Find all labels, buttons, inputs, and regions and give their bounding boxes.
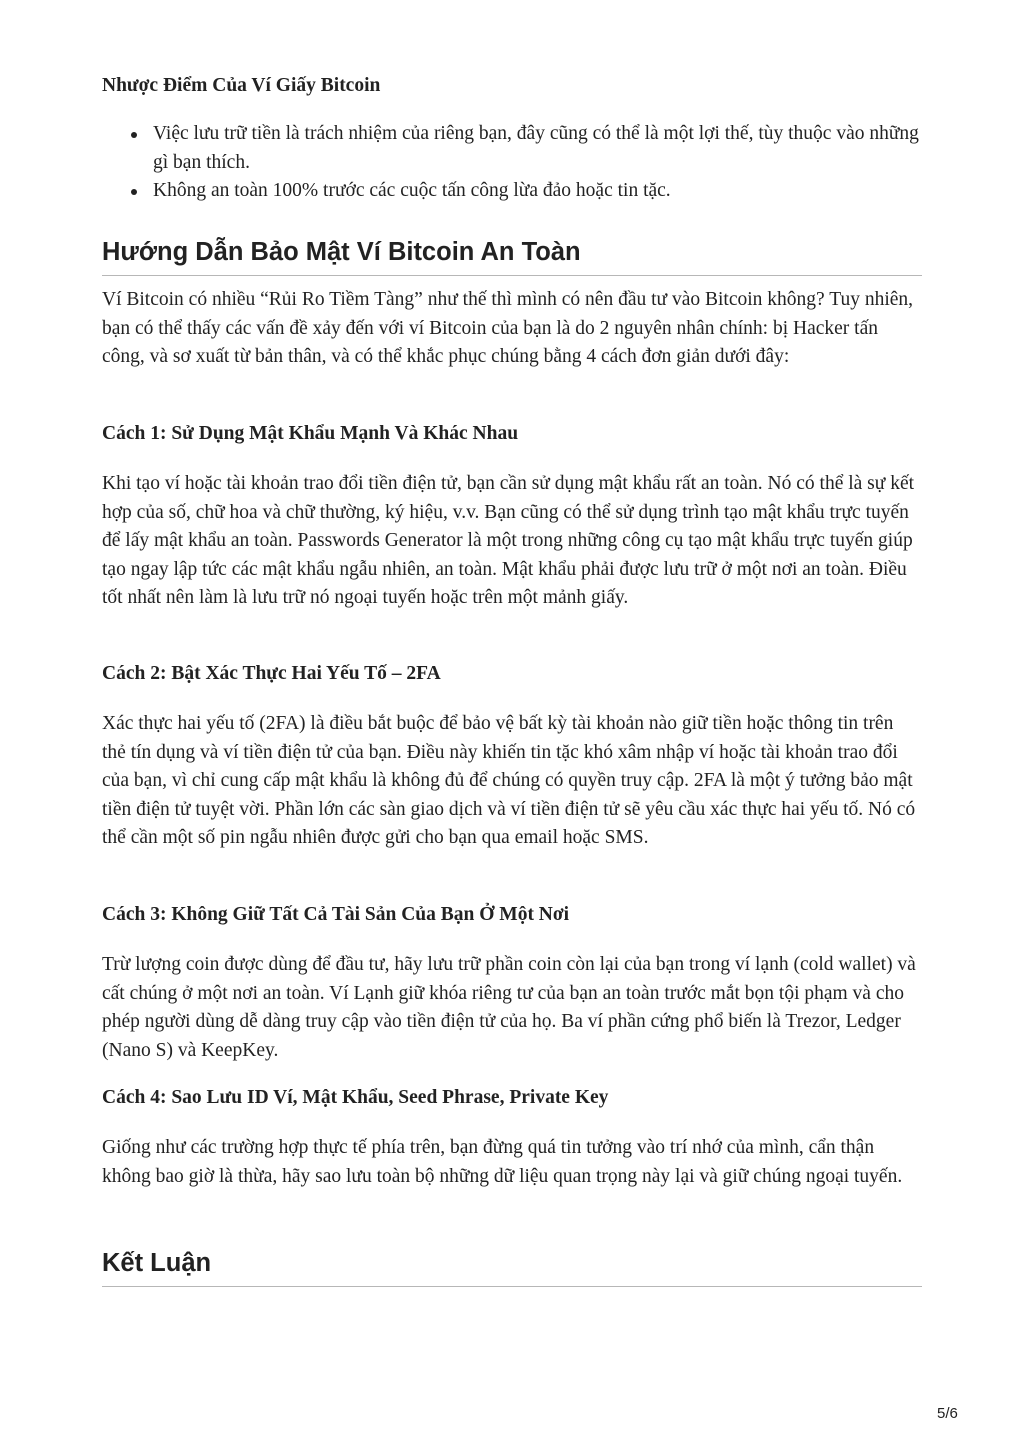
method2-heading: Cách 2: Bật Xác Thực Hai Yếu Tố – 2FA (102, 663, 441, 684)
method3-heading: Cách 3: Không Giữ Tất Cả Tài Sản Của Bạn Ở Một Nơi (102, 904, 570, 925)
page-number: 5/6 (937, 1405, 958, 1422)
guide-intro-paragraph: Ví Bitcoin có nhiều “Rủi Ro Tiềm Tàng” như thế thì mình có nên đầu tư vào Bitcoin không? Tuy nhiên, bạn có thể thấy các vấn đề xảy đến với ví Bitcoin của bạn là do 2 nguyên nhân chính: bị Hacker tấn công, và sơ xuất từ bản thân, và có thể khắc phục chúng bằng 4 cách đơn giản dưới đây: (102, 289, 914, 368)
method1-heading: Cách 1: Sử Dụng Mật Khẩu Mạnh Và Khác Nhau (102, 423, 519, 444)
method2-paragraph: Xác thực hai yếu tố (2FA) là điều bắt buộc để bảo vệ bất kỳ tài khoản nào giữ tiền hoặc thông tin trên thẻ tín dụng và ví tiền điện tử của bạn. Điều này khiến tin tặc khó xâm nhập ví hoặc tài khoản trao đổi của bạn, vì chỉ cung cấp mật khẩu là không đủ để chúng có quyền truy cập. 2FA là một ý tưởng bảo mật tiền điện tử tuyệt vời. Phần lớn các sàn giao dịch và ví tiền điện tử sẽ yêu cầu xác thực hai yếu tố. Nó có thể cần một số pin ngẫu nhiên được gửi cho bạn qua email hoặc SMS. (102, 713, 916, 849)
list-item-text: Việc lưu trữ tiền là trách nhiệm của riêng bạn, đây cũng có thể là một lợi thế, tùy thuộc vào những gì bạn thích. (153, 123, 919, 173)
bullet-icon (131, 132, 137, 138)
list-item (102, 177, 922, 206)
guide-heading: Hướng Dẫn Bảo Mật Ví Bitcoin An Toàn (102, 238, 581, 266)
disadvantages-list (102, 120, 922, 206)
method4-paragraph: Giống như các trường hợp thực tế phía trên, bạn đừng quá tin tưởng vào trí nhớ của mình, cẩn thận không bao giờ là thừa, hãy sao lưu toàn bộ những dữ liệu quan trọng này lại và giữ chúng ngoại tuyến. (102, 1137, 903, 1187)
method4-heading: Cách 4: Sao Lưu ID Ví, Mật Khẩu, Seed Phrase, Private Key (102, 1087, 609, 1108)
section-divider (102, 275, 922, 276)
method3-paragraph: Trừ lượng coin được dùng để đầu tư, hãy lưu trữ phần coin còn lại của bạn trong ví lạnh (cold wallet) và cất chúng ở một nơi an toàn. Ví Lạnh giữ khóa riêng tư của bạn an toàn trước mắt bọn tội phạm và cho phép người dùng dễ dàng truy cập vào tiền điện tử của họ. Ba ví phần cứng phổ biến là Trezor, Ledger (Nano S) và KeepKey. (102, 954, 916, 1061)
disadvantages-heading: Nhược Điểm Của Ví Giấy Bitcoin (102, 75, 381, 96)
method1-paragraph: Khi tạo ví hoặc tài khoản trao đổi tiền điện tử, bạn cần sử dụng mật khẩu rất an toàn. Nó có thể là sự kết hợp của số, chữ hoa và chữ thường, ký hiệu, v.v. Bạn cũng có thể sử dụng trình tạo mật khẩu trực tuyến để lấy mật khẩu an toàn. Passwords Generator là một trong những công cụ tạo mật khẩu trực tuyến giúp tạo ngay lập tức các mật khẩu ngẫu nhiên, an toàn. Mật khẩu phải được lưu trữ ở một nơi an toàn. Điều tốt nhất nên làm là lưu trữ nó ngoại tuyến hoặc trên một mảnh giấy. (102, 473, 915, 609)
section-divider (102, 1286, 922, 1287)
bullet-icon (131, 189, 137, 195)
conclusion-heading: Kết Luận (102, 1249, 212, 1277)
list-item-text: Không an toàn 100% trước các cuộc tấn công lừa đảo hoặc tin tặc. (153, 180, 671, 202)
list-item (102, 120, 922, 177)
